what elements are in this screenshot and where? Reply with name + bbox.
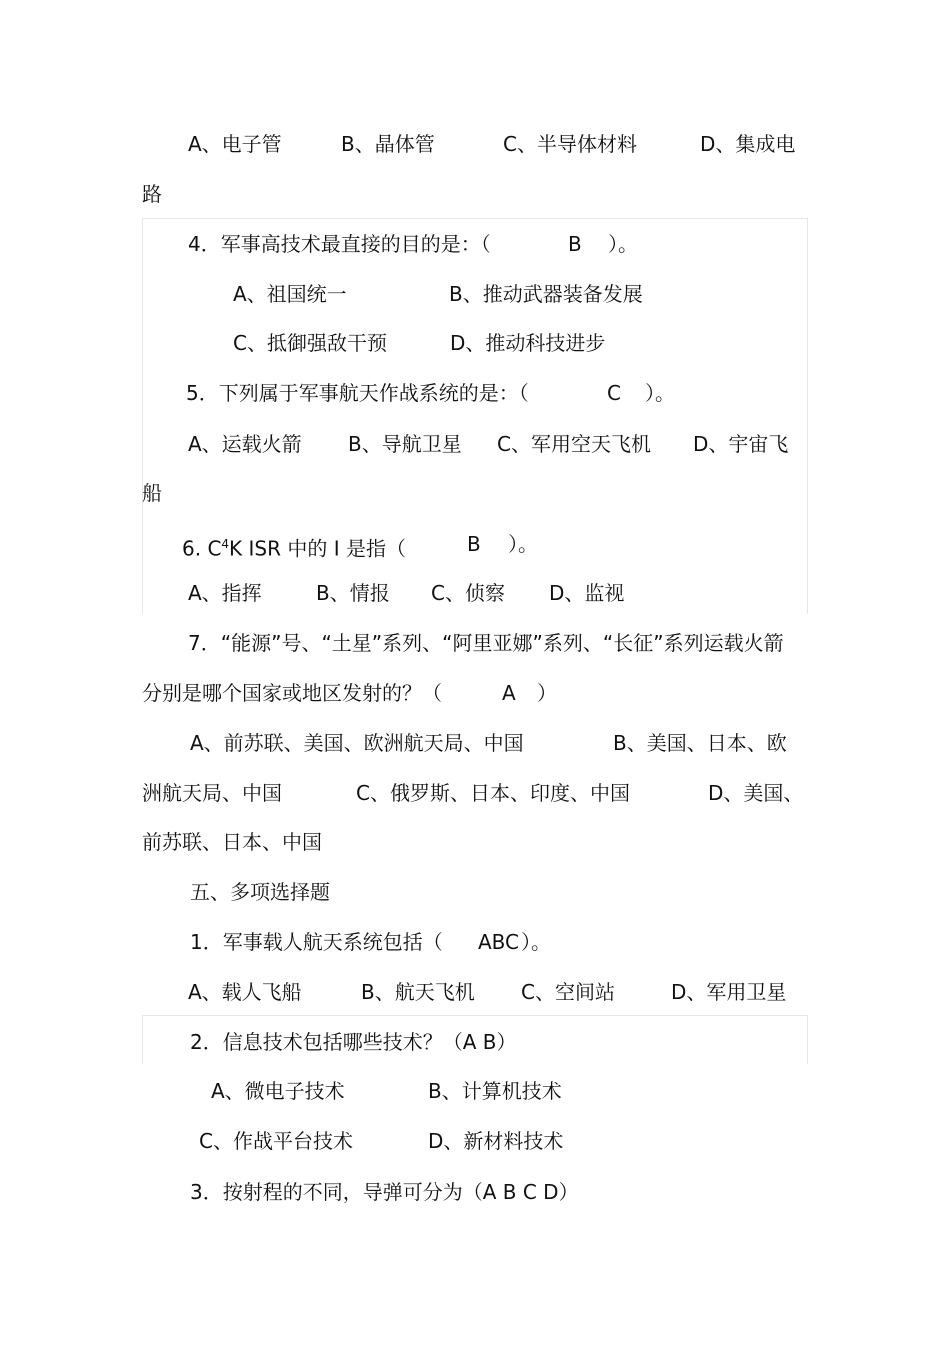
q6-option-b: B、情报 (316, 581, 390, 605)
q4-option-b: B、推动武器装备发展 (449, 282, 643, 306)
q3-option-d: D、集成电 (700, 132, 796, 156)
m1-answer: ABC (478, 930, 520, 954)
section-title: 五、多项选择题 (190, 880, 330, 904)
q6-stem-prefix: 6. C (182, 536, 222, 561)
q5-option-b: B、导航卫星 (348, 432, 462, 456)
q7-option-b: B、美国、日本、欧 (613, 731, 787, 755)
m2-option-c: C、作战平台技术 (199, 1129, 353, 1153)
m2-option-a: A、微电子技术 (211, 1079, 345, 1103)
m1-stem: 1．军事载人航天系统包括（ (190, 930, 443, 954)
q3-option-d-continued: 路 (142, 182, 162, 206)
q6-option-a: A、指挥 (188, 581, 262, 605)
q4-option-d: D、推动科技进步 (450, 331, 606, 355)
q6-option-d: D、监视 (549, 581, 625, 605)
m1-option-b: B、航天飞机 (361, 980, 475, 1004)
q7-option-d: D、美国、 (708, 781, 804, 805)
q5-option-d: D、宇宙飞 (693, 432, 789, 456)
m1-option-c: C、空间站 (521, 980, 615, 1004)
q6-option-c: C、侦察 (431, 581, 505, 605)
q4-option-a: A、祖国统一 (233, 282, 347, 306)
q4-stem: 4．军事高技术最直接的目的是：（ (188, 232, 491, 256)
q7-stem-line1: 7．“能源”号、“土星”系列、“阿里亚娜”系列、“长征”系列运载火箭 (188, 631, 784, 655)
q4-close: ）。 (608, 232, 638, 256)
q7-stem-line2: 分别是哪个国家或地区发射的？（ (142, 681, 442, 705)
q6-answer: B (467, 532, 481, 556)
m1-option-a: A、载人飞船 (188, 980, 302, 1004)
q7-close: ） (537, 681, 557, 705)
m2-option-b: B、计算机技术 (428, 1079, 562, 1103)
m1-close: ）。 (521, 930, 551, 954)
q7-option-c: C、俄罗斯、日本、印度、中国 (356, 781, 630, 805)
q7-option-b-continued: 洲航天局、中国 (142, 781, 282, 805)
q5-option-d-continued: 船 (142, 481, 162, 505)
q3-option-b: B、晶体管 (341, 132, 435, 156)
q4-answer: B (568, 232, 582, 256)
q7-option-a: A、前苏联、美国、欧洲航天局、中国 (190, 731, 524, 755)
m1-option-d: D、军用卫星 (671, 980, 787, 1004)
q4-option-c: C、抵御强敌干预 (233, 331, 387, 355)
q7-answer: A (502, 681, 516, 705)
q5-option-c: C、军用空天飞机 (497, 432, 651, 456)
m2-stem: 2．信息技术包括哪些技术？（A B） (190, 1030, 517, 1054)
q6-stem (182, 532, 406, 561)
q5-stem: 5．下列属于军事航天作战系统的是：（ (186, 381, 529, 405)
m2-option-d: D、新材料技术 (428, 1129, 564, 1153)
q3-option-a: A、电子管 (188, 132, 282, 156)
q5-answer: C (607, 381, 621, 405)
q3-option-c: C、半导体材料 (503, 132, 637, 156)
q7-option-d-continued: 前苏联、日本、中国 (142, 830, 322, 854)
q5-option-a: A、运载火箭 (188, 432, 302, 456)
q6-superscript: 4 (221, 537, 230, 551)
q5-close: ）。 (645, 381, 675, 405)
q6-stem-rest: K ISR 中的 I 是指（ (229, 536, 406, 561)
m3-stem: 3．按射程的不同，导弹可分为（A B C D） (190, 1180, 579, 1204)
q6-close: ）。 (508, 532, 538, 556)
